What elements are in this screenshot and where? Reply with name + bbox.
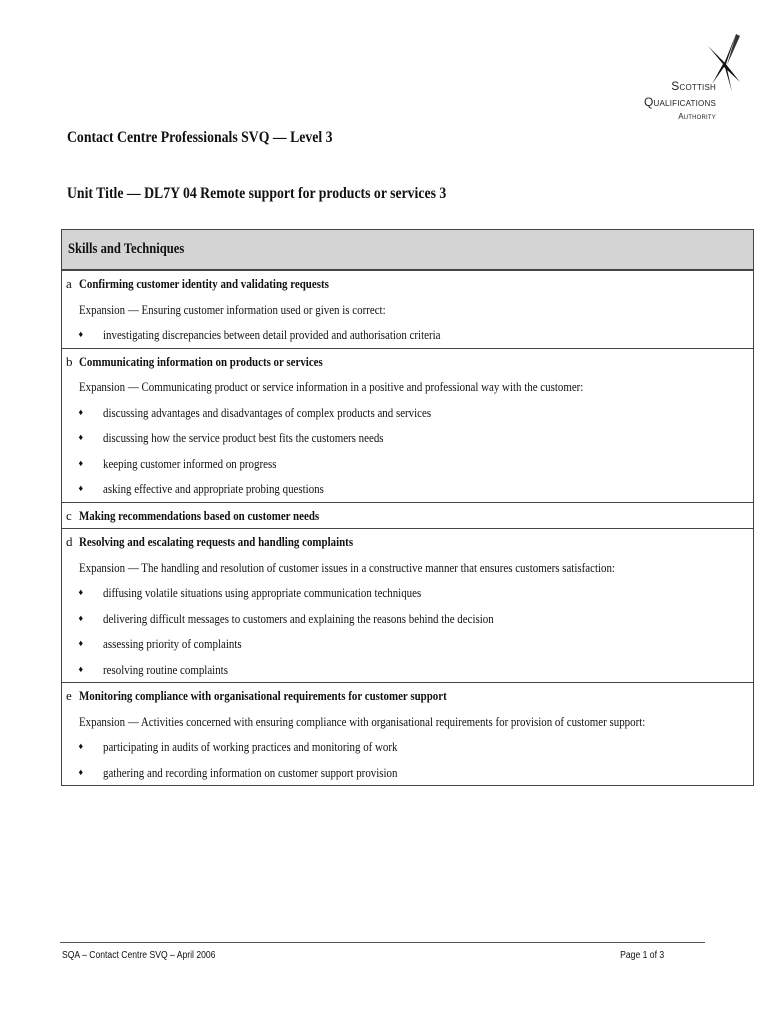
skill-content — [73, 348, 754, 502]
skill-content — [73, 502, 754, 529]
list-item: ♦ investigating discrepancies between detail provided and authorisation criteria — [79, 322, 753, 348]
diamond-bullet-icon: ♦ — [78, 766, 84, 777]
skill-letter — [62, 683, 73, 786]
skill-title: Communicating information on products or services — [78, 353, 323, 369]
skill-expansion: Expansion — Activities concerned with ensuring compliance with organisational requirements for provision of customer support: — [78, 713, 645, 729]
unit-title: Unit Title — DL7Y 04 Remote support for products or services 3 — [67, 185, 447, 202]
list-item: ♦ asking effective and appropriate probing questions — [79, 476, 753, 502]
diamond-bullet-icon: ♦ — [78, 612, 84, 623]
diamond-bullet-icon: ♦ — [78, 638, 84, 648]
list-item: ♦ discussing advantages and disadvantages of complex products and services — [79, 400, 753, 426]
skill-row-e — [62, 683, 754, 786]
skills-table — [61, 229, 754, 786]
skill-expansion: Expansion — The handling and resolution of customer issues in a constructive manner that ensures customers satisfaction: — [78, 559, 615, 575]
skill-row-c — [62, 502, 754, 529]
skill-letter-text: e — [66, 688, 72, 703]
skills-body — [62, 270, 754, 786]
skill-letter — [62, 348, 73, 502]
skill-title: Resolving and escalating requests and handling complaints — [78, 534, 353, 549]
logo-line-3: Authority — [678, 112, 716, 121]
skill-content — [73, 529, 754, 683]
skill-expansion: Expansion — Communicating product or service information in a positive and professional way with the customer: — [78, 379, 583, 394]
list-item: ♦ gathering and recording information on customer support provision — [79, 760, 753, 786]
footer-left-text: SQA – Contact Centre SVQ – April 2006 — [62, 950, 216, 961]
skill-letter — [62, 270, 73, 348]
skill-title: Monitoring compliance with organisational requirements for customer support — [78, 688, 447, 703]
list-item: ♦ delivering difficult messages to customers and explaining the reasons behind the decision — [79, 606, 753, 632]
skill-title: Confirming customer identity and validating requests — [78, 276, 329, 291]
skill-row-d — [62, 529, 754, 683]
sqa-logo — [644, 34, 744, 126]
skill-expansion: Expansion — Ensuring customer information used or given is correct: — [78, 301, 386, 317]
list-item: ♦ participating in audits of working practices and monitoring of work — [79, 734, 753, 760]
list-item: ♦ keeping customer informed on progress — [79, 451, 753, 477]
list-item: ♦ resolving routine complaints — [79, 657, 753, 683]
skill-letter — [62, 502, 73, 529]
skill-letter-text: b — [66, 353, 73, 369]
skill-letter — [62, 529, 73, 683]
diamond-bullet-icon: ♦ — [78, 663, 84, 674]
logo-line-1: Scottish — [671, 79, 716, 93]
skill-row-b — [62, 348, 754, 502]
skill-letter-text: d — [66, 534, 73, 549]
table-header-row — [62, 230, 754, 271]
skill-content — [73, 270, 754, 348]
skill-content — [73, 683, 754, 786]
diamond-bullet-icon: ♦ — [78, 483, 84, 493]
diamond-bullet-icon: ♦ — [78, 741, 84, 751]
diamond-bullet-icon: ♦ — [78, 457, 84, 468]
diamond-bullet-icon: ♦ — [78, 406, 84, 417]
list-item: ♦ discussing how the service product best fits the customers needs — [79, 425, 753, 451]
list-item: ♦ diffusing volatile situations using appropriate communication techniques — [79, 580, 753, 606]
page-number: Page 1 of 3 — [620, 950, 664, 961]
skill-row-a — [62, 270, 754, 348]
footer-divider — [60, 942, 705, 943]
logo-line-2: Qualifications — [644, 95, 716, 109]
diamond-bullet-icon: ♦ — [78, 587, 84, 597]
skill-letter-text: a — [66, 276, 72, 291]
diamond-bullet-icon: ♦ — [78, 432, 84, 442]
list-item: ♦ assessing priority of complaints — [79, 631, 753, 657]
table-heading: Skills and Techniques — [62, 230, 754, 271]
diamond-bullet-icon: ♦ — [78, 329, 84, 339]
skill-letter-text: c — [66, 507, 72, 523]
skill-title: Making recommendations based on customer needs — [78, 507, 319, 523]
qualification-title: Contact Centre Professionals SVQ — Level 3 — [67, 129, 333, 146]
